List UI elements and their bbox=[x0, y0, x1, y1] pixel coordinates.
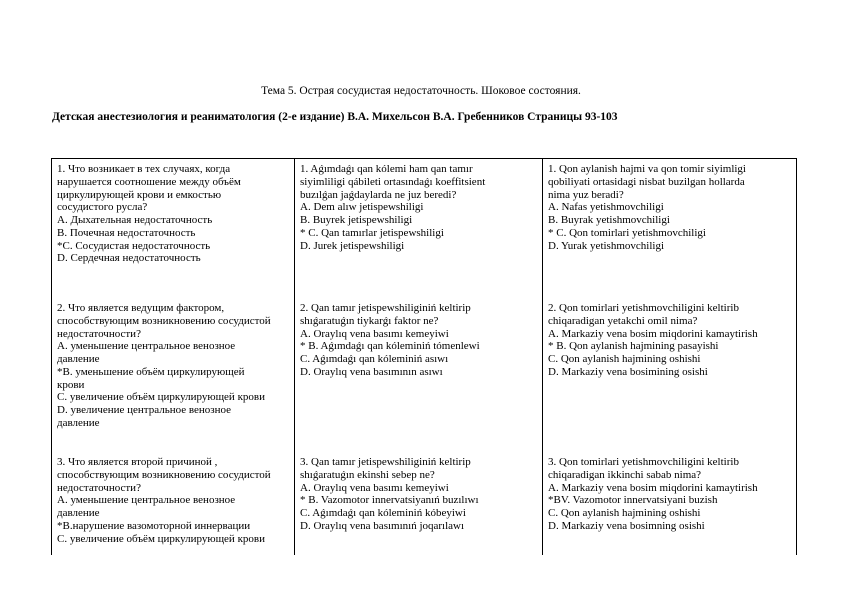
question-text-line: *BV. Vazomotor innervatsiyani buzish bbox=[548, 494, 718, 507]
question-text-line: * B. Qon aylanish hajmining pasayishi bbox=[548, 340, 719, 353]
question-text-line: D. Oraylıq vena basımınıń joqarılawı bbox=[300, 519, 465, 532]
uzbek-column bbox=[543, 159, 797, 556]
question-block bbox=[300, 302, 540, 379]
question-text-line: С. увеличение объём циркулирующей крови bbox=[57, 532, 265, 545]
question-text-line: способствующим возникновению сосудистой bbox=[57, 468, 271, 481]
question-text-line: qobiliyati ortasidagi nisbat buzilgan hollarda bbox=[548, 175, 745, 188]
question-text-line: D. Yurak yetishmovchiligi bbox=[548, 239, 664, 252]
question-text-line: C. Qon aylanish hajmining oshishi bbox=[548, 353, 701, 365]
table-row bbox=[52, 159, 797, 556]
question-text-line: 1. Qon aylanish hajmi va qon tomir siyimligi bbox=[548, 163, 746, 175]
question-text-line: D. Oraylıq vena basımının asıwı bbox=[300, 365, 443, 378]
question-text-line: A. Markaziy vena bosim miqdorini kamaytirish bbox=[548, 481, 758, 494]
karakalpak-column bbox=[295, 159, 543, 556]
question-text-line: А. Дыхательная недостаточность bbox=[57, 214, 213, 226]
question-text-line: buzılǵan jaǵdaylarda ne juz beredi? bbox=[300, 188, 457, 201]
question-text-line: C. Aǵımdaǵı qan kóleminiń kóbeyiwi bbox=[300, 507, 466, 519]
question-text-line: нарушается соотношение между объём bbox=[57, 175, 241, 188]
question-text-line: D. увеличение центральное венозное bbox=[57, 404, 232, 416]
question-text-line: A. Oraylıq vena basımı kemeyiwi bbox=[300, 327, 449, 340]
question-text-line: способствующим возникновению сосудистой bbox=[57, 314, 271, 327]
question-text-line: shıǵaratuǵın tiykarǵı faktor ne? bbox=[300, 314, 439, 327]
question-block bbox=[57, 163, 292, 265]
question-text-line: В. Почечная недостаточность bbox=[57, 226, 196, 239]
question-block bbox=[548, 456, 794, 533]
question-text-line: B. Buyrak yetishmovchiligi bbox=[548, 214, 670, 226]
question-text-line: крови bbox=[57, 378, 85, 391]
question-text-line: сосудистого русла? bbox=[57, 201, 148, 214]
question-text-line: 2. Qon tomirlari yetishmovchiligini keltirib bbox=[548, 302, 739, 314]
question-text-line: A. Dem alıw jetispewshiligi bbox=[300, 201, 424, 214]
question-block bbox=[57, 302, 292, 430]
question-text-line: * B. Vazomotor innervatsiyanıń buzılıwı bbox=[300, 494, 479, 507]
question-text-line: 3. Qan tamır jetispewshiliginiń keltirip bbox=[300, 456, 471, 468]
question-text-line: 3. Что является второй причиной , bbox=[57, 456, 218, 468]
question-text-line: chiqaradigan yetakchi omil nima? bbox=[548, 314, 698, 327]
question-text-line: D. Jurek jetispewshiligi bbox=[300, 239, 405, 252]
question-text-line: * C. Qon tomirlari yetishmovchiligi bbox=[548, 226, 706, 239]
question-text-line: А. уменьшение центральное венозное bbox=[57, 340, 236, 353]
question-block bbox=[548, 302, 794, 379]
question-text-line: недостаточности? bbox=[57, 327, 141, 340]
question-text-line: 1. Что возникает в тех случаях, когда bbox=[57, 163, 231, 175]
questions-table bbox=[51, 158, 797, 555]
question-text-line: D. Markaziy vena bosimining osishi bbox=[548, 365, 708, 378]
question-text-line: D. Markaziy vena bosimning osishi bbox=[548, 519, 705, 532]
question-text-line: * B. Aǵımdaǵı qan kóleminiń tómenlewi bbox=[300, 340, 480, 353]
question-text-line: chiqaradigan ikkinchi sabab nima? bbox=[548, 468, 702, 481]
question-text-line: *В. уменьшение объём циркулирующей bbox=[57, 365, 245, 378]
source-reference: Детская анестезиология и реаниматология (2-е издание) В.А. Михельсон В.А. Гребенников Страницы 93-103 bbox=[52, 111, 618, 123]
question-block bbox=[300, 456, 540, 533]
question-text-line: давление bbox=[57, 507, 100, 519]
question-text-line: С. увеличение объём циркулирующей крови bbox=[57, 391, 265, 404]
russian-column bbox=[52, 159, 295, 556]
question-text-line: давление bbox=[57, 416, 100, 429]
question-text-line: 3. Qon tomirlari yetishmovchiligini keltirib bbox=[548, 456, 739, 468]
question-text-line: давление bbox=[57, 353, 100, 365]
question-text-line: shıǵaratuǵın ekinshi sebep ne? bbox=[300, 468, 435, 481]
question-text-line: 2. Qan tamır jetispewshiliginiń keltirip bbox=[300, 302, 471, 314]
page-title: Тема 5. Острая сосудистая недостаточность. Шоковое состояния. bbox=[261, 85, 581, 97]
question-text-line: A. Oraylıq vena basımı kemeyiwi bbox=[300, 481, 449, 494]
question-block bbox=[548, 163, 794, 252]
question-text-line: *С. Сосудистая недостаточность bbox=[57, 239, 211, 252]
question-text-line: недостаточности? bbox=[57, 481, 141, 494]
question-text-line: циркулирующей крови и емкостью bbox=[57, 188, 222, 201]
question-text-line: 2. Что является ведущим фактором, bbox=[57, 302, 225, 314]
question-text-line: * C. Qan tamırlar jetispewshiligi bbox=[300, 226, 444, 239]
question-block bbox=[300, 163, 540, 252]
question-text-line: А. уменьшение центральное венозное bbox=[57, 494, 236, 507]
question-text-line: D. Сердечная недостаточность bbox=[57, 252, 201, 265]
question-text-line: 1. Aǵımdaǵı qan kólemi ham qan tamır bbox=[300, 163, 473, 175]
question-text-line: A. Nafas yetishmovchiligi bbox=[548, 201, 664, 214]
question-text-line: C. Aǵımdaǵı qan kóleminiń asıwı bbox=[300, 353, 449, 365]
question-text-line: *В.нарушение вазомоторной иннервации bbox=[57, 519, 251, 532]
question-block bbox=[57, 456, 292, 545]
question-text-line: nima yuz beradi? bbox=[548, 188, 624, 201]
question-text-line: B. Buyrek jetispewshiligi bbox=[300, 214, 413, 226]
question-text-line: C. Qon aylanish hajmining oshishi bbox=[548, 507, 701, 519]
question-text-line: siyimliligi qábileti ortasındaǵı koeffitsient bbox=[300, 175, 486, 188]
question-text-line: A. Markaziy vena bosim miqdorini kamaytirish bbox=[548, 327, 758, 340]
